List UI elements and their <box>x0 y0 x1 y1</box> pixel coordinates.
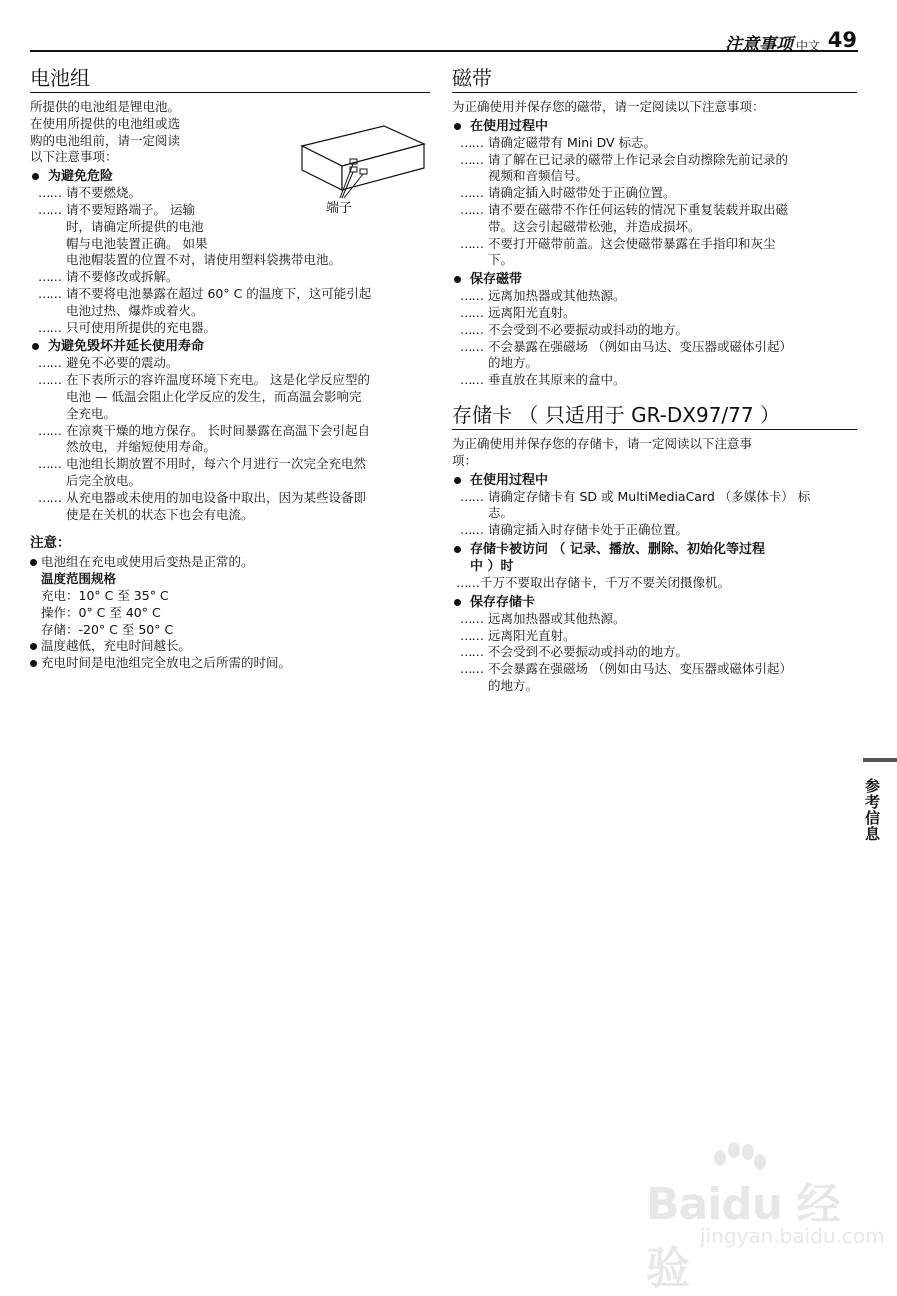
spec-line: 充电：10° C 至 35° C <box>41 587 169 603</box>
card-store-heading: 保存存储卡 <box>452 594 857 611</box>
watermark-url: jingyan.baidu.com <box>700 1224 885 1248</box>
battery-intro-line: 购的电池组前，请一定阅读 <box>30 132 181 148</box>
tape-card-column <box>452 66 857 695</box>
card-title: 存储卡 （ 只适用于 GR-DX97/77 ） <box>452 403 857 430</box>
list-item: …… 请不要修改或拆解。 <box>38 269 179 285</box>
list-item: …… 请确定存储卡有 SD 或 MultiMediaCard （多媒体卡） 标 志。 <box>460 488 811 521</box>
list-item: …… 不会暴露在强磁场 （例如由马达、变压器或磁体引起） 的地方。 <box>460 661 792 693</box>
battery-intro-line: 以下注意事项： <box>30 149 118 165</box>
list-item: …… 请确定插入时存储卡处于正确位置。 <box>460 522 689 538</box>
list-item: …… 不会暴露在强磁场 （例如由马达、变压器或磁体引起） 的地方。 <box>460 338 792 371</box>
side-tab-bar <box>863 758 897 762</box>
list-item: …… 不会受到不必要振动或抖动的地方。 <box>460 321 689 337</box>
list-item: …… 请确定插入时磁带处于正确位置。 <box>460 185 676 201</box>
list-item: …… 请不要在磁带不作任何运转的情况下重复装载并取出磁 带。这会引起磁带松弛，并造成损坏。 <box>460 201 789 234</box>
spec-line: 操作：0° C 至 40° C <box>41 604 161 620</box>
card-access-heading: 存储卡被访问 （ 记录、播放、删除、初始化等过程 中 ）时 <box>452 541 857 575</box>
card-use-heading: 在使用过程中 <box>452 472 857 489</box>
header-language: 中文 <box>795 39 820 53</box>
list-item: …… 远离加热器或其他热源。 <box>460 610 626 626</box>
terminal-label: 端子 <box>326 201 353 216</box>
tape-intro: 为正确使用并保存您的磁带，请一定阅读以下注意事项： <box>452 99 765 114</box>
list-item: …… 在凉爽干燥的地方保存。 长时间暴露在高温下会引起自 然放电，并缩短使用寿命。 <box>38 422 370 455</box>
list-item: …… 请了解在已记录的磁带上作记录会自动擦除先前记录的 视频和音频信号。 <box>460 151 789 184</box>
list-item: …… 不要打开磁带前盖。这会使磁带暴露在手指印和灰尘 下。 <box>460 235 776 268</box>
list-item: …… 垂直放在其原来的盒中。 <box>460 372 626 388</box>
list-item: …… 只可使用所提供的充电器。 <box>38 319 217 335</box>
battery-intro-line: 所提供的电池组是锂电池。 <box>30 99 181 114</box>
side-tab-reference <box>860 758 897 858</box>
watermark-brand: Baidu 经验 <box>646 1179 840 1294</box>
note-item: 充电时间是电池组完全放电之后所需的时间。 <box>30 655 430 672</box>
tape-store-heading: 保存磁带 <box>452 271 857 288</box>
list-item: …… 请不要将电池暴露在超过 60° C 的温度下，这可能引起 电池过热、爆炸或着火。 <box>38 285 372 318</box>
battery-intro-line: 在使用所提供的电池组或选 <box>30 115 181 131</box>
list-item: …… 从充电器或未使用的加电设备中取出，因为某些设备即 使是在关机的状态下也会有电流。 <box>38 489 367 522</box>
tape-use-heading: 在使用过程中 <box>452 118 857 135</box>
list-item: …… 不会受到不必要振动或抖动的地方。 <box>460 644 689 660</box>
page-header <box>30 30 857 54</box>
danger-heading: 为避免危险 <box>30 168 430 185</box>
list-item: …… 千万不要取出存储卡，千万不要关闭摄像机。 <box>456 574 731 590</box>
list-item: …… 请不要短路端子。 运输 时，请确定所提供的电池 帽与电池装置正确。 如果 电池帽装置的位置不对，请使用塑料袋携带电池。 <box>38 201 342 268</box>
battery-section <box>30 66 430 672</box>
page-number: 49 <box>827 28 857 52</box>
side-tab-label: 参考信息 <box>863 778 881 842</box>
list-item: …… 远离阳光直射。 <box>460 304 576 320</box>
list-item: …… 请确定磁带有 Mini DV 标志。 <box>460 134 657 150</box>
battery-title: 电池组 <box>30 66 430 93</box>
card-intro-line: 为正确使用并保存您的存储卡，请一定阅读以下注意事 <box>452 435 753 451</box>
life-heading: 为避免毁坏并延长使用寿命 <box>30 338 430 355</box>
note-title: 注意： <box>30 535 71 552</box>
battery-intro <box>30 99 230 166</box>
list-item: …… 电池组长期放置不用时，每六个月进行一次完全充电然 后完全放电。 <box>38 456 367 488</box>
list-item: …… 在下表所示的容许温度环境下充电。 这是化学反应型的 电池 — 低温会阻止化学反应的发生，而高温会影响完 全充电。 <box>38 372 370 421</box>
list-item: …… 避免不必要的震动。 <box>38 355 179 371</box>
tape-title: 磁带 <box>452 66 857 93</box>
card-intro-line: 项： <box>452 452 478 468</box>
spec-line: 存储：-20° C 至 50° C <box>41 621 174 637</box>
list-item: …… 请不要燃烧。 <box>38 185 142 201</box>
spec-heading: 温度范围规格 <box>41 571 117 587</box>
list-item: …… 远离加热器或其他热源。 <box>460 288 626 304</box>
note-item: 电池组在充电或使用后变热是正常的。 <box>30 554 430 571</box>
list-item: …… 远离阳光直射。 <box>460 627 576 643</box>
baidu-watermark <box>636 1140 885 1294</box>
note-item: 温度越低，充电时间越长。 <box>30 638 430 655</box>
header-title: 注意事项 <box>725 35 793 55</box>
